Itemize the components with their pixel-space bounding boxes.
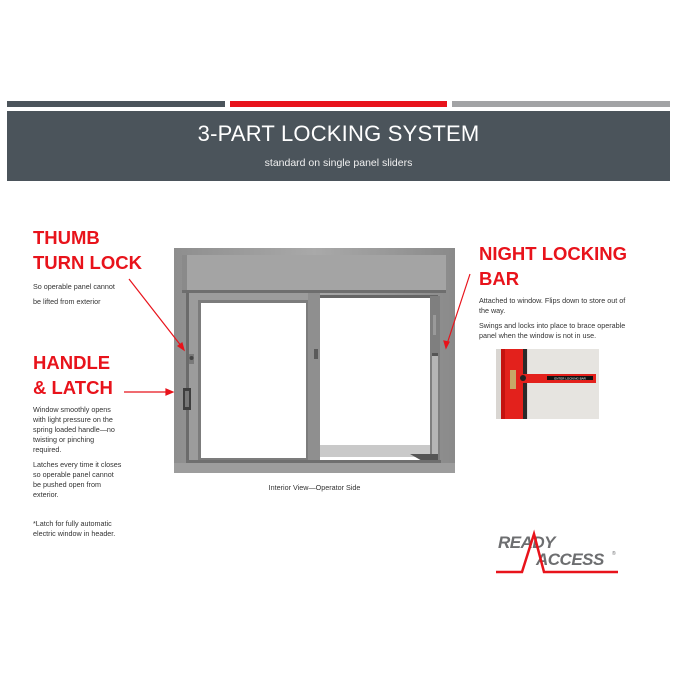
- text-line: required.: [33, 445, 62, 454]
- ready-access-logo-icon: [496, 528, 621, 576]
- logo-line1: READY: [498, 533, 556, 552]
- text-line: twisting or pinching: [33, 435, 95, 444]
- heading-line: & LATCH: [33, 377, 113, 398]
- night-locking-bar-heading: [479, 241, 627, 291]
- night-locking-bar-photo: [496, 349, 599, 419]
- accent-bar-light: [452, 101, 670, 107]
- night-locking-bar-description-2: [479, 321, 625, 341]
- accent-bar-dark: [7, 101, 225, 107]
- ready-access-logo: [496, 528, 621, 576]
- logo-registered-mark: ®: [612, 551, 616, 557]
- handle-latch-heading: [33, 350, 113, 400]
- sliding-window-illustration: [174, 248, 455, 473]
- locking-bar-illustration: [496, 349, 599, 419]
- heading-line: THUMB: [33, 227, 100, 248]
- text-line: panel when the window is not in use.: [479, 331, 597, 340]
- handle-latch-description: [33, 405, 115, 455]
- thumb-turn-lock-heading: [33, 225, 142, 275]
- handle-latch-description-2: [33, 460, 121, 500]
- text-line: Swings and locks into place to brace operable: [479, 321, 626, 330]
- text-line: *Latch for fully automatic: [33, 519, 112, 528]
- text-line: so operable panel cannot: [33, 470, 114, 479]
- thumb-turn-lock-description: [33, 279, 115, 309]
- text-line: be pushed open from: [33, 480, 101, 489]
- heading-line: BAR: [479, 268, 520, 289]
- night-locking-bar-description: [479, 296, 625, 316]
- text-line: So operable panel cannot: [33, 282, 115, 291]
- logo-line2: ACCESS: [536, 550, 604, 569]
- window-product-photo: [174, 248, 455, 473]
- window-photo-caption: Interior View—Operator Side: [268, 483, 361, 492]
- accent-bar-red: [230, 101, 447, 107]
- page-title: 3-PART LOCKING SYSTEM: [197, 121, 480, 146]
- text-line: electric window in header.: [33, 529, 116, 538]
- heading-line: HANDLE: [33, 352, 111, 373]
- heading-line: TURN LOCK: [33, 252, 142, 273]
- title-banner: [7, 111, 670, 181]
- text-line: be lifted from exterior: [33, 297, 101, 306]
- text-line: the way.: [479, 306, 506, 315]
- page-subtitle: standard on single panel sliders: [264, 157, 413, 169]
- text-line: exterior.: [33, 490, 59, 499]
- text-line: Attached to window. Flips down to store out of: [479, 296, 626, 305]
- text-line: Latches every time it closes: [33, 460, 122, 469]
- text-line: Window smoothly opens: [33, 405, 111, 414]
- latch-footnote: [33, 519, 115, 539]
- text-line: with light pressure on the: [33, 415, 113, 424]
- text-line: spring loaded handle—no: [33, 425, 115, 434]
- bar-label: ENTER LOCKING BAR: [554, 376, 586, 381]
- heading-line: NIGHT LOCKING: [479, 243, 627, 264]
